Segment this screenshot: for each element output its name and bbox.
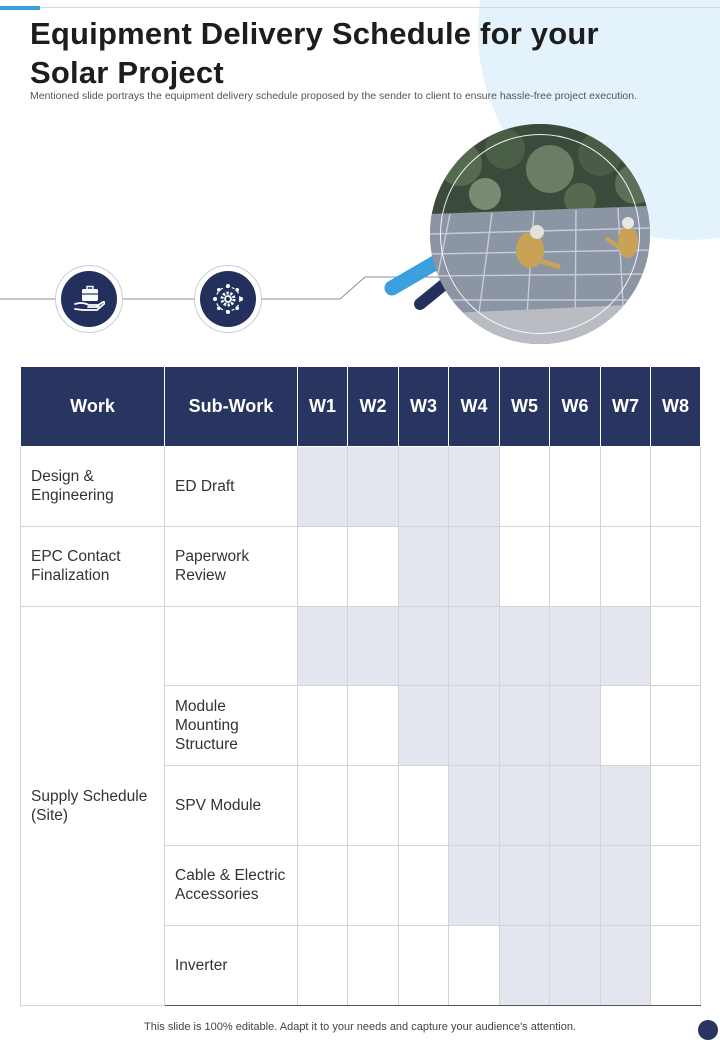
delivery-schedule-table (20, 366, 701, 1006)
week-cell (601, 526, 651, 606)
week-cell (298, 606, 348, 686)
week-cell (449, 925, 500, 1005)
week-cell (298, 686, 348, 766)
week-cell (550, 447, 601, 527)
gear-network-icon (212, 283, 244, 315)
week-cell (500, 606, 550, 686)
week-cell (651, 606, 701, 686)
header-w7: W7 (601, 367, 651, 447)
header-w6: W6 (550, 367, 601, 447)
table-row (21, 447, 701, 527)
week-cell (550, 766, 601, 846)
table-header-row (21, 367, 701, 447)
work-cell: Supply Schedule (Site) (21, 606, 165, 1005)
subwork-cell: Inverter (165, 925, 298, 1005)
week-cell (298, 845, 348, 925)
week-cell (348, 606, 399, 686)
week-cell (399, 925, 449, 1005)
subwork-cell (165, 606, 298, 686)
week-cell (651, 766, 701, 846)
week-cell (399, 686, 449, 766)
week-cell (399, 606, 449, 686)
subwork-cell: Paperwork Review (165, 526, 298, 606)
table-row (21, 526, 701, 606)
week-cell (651, 925, 701, 1005)
week-cell (348, 766, 399, 846)
week-cell (651, 447, 701, 527)
briefcase-in-hand-icon (73, 285, 105, 313)
header-w5: W5 (500, 367, 550, 447)
week-cell (601, 447, 651, 527)
week-cell (449, 686, 500, 766)
subwork-cell: Module Mounting Structure (165, 686, 298, 766)
subwork-cell: Cable & Electric Accessories (165, 845, 298, 925)
week-cell (550, 845, 601, 925)
week-cell (500, 766, 550, 846)
week-cell (298, 526, 348, 606)
week-cell (601, 766, 651, 846)
week-cell (500, 845, 550, 925)
week-cell (651, 526, 701, 606)
subwork-cell: SPV Module (165, 766, 298, 846)
week-cell (449, 606, 500, 686)
week-cell (348, 526, 399, 606)
page-subtitle: Mentioned slide portrays the equipment delivery schedule proposed by the sender to client to ensure hassle-free project execution. (30, 90, 638, 102)
week-cell (348, 925, 399, 1005)
week-cell (298, 447, 348, 527)
week-cell (500, 925, 550, 1005)
week-cell (399, 766, 449, 846)
week-cell (601, 686, 651, 766)
week-cell (651, 686, 701, 766)
subwork-cell: ED Draft (165, 447, 298, 527)
header-sub-work: Sub-Work (165, 367, 298, 447)
week-cell (550, 686, 601, 766)
week-cell (348, 686, 399, 766)
week-cell (601, 845, 651, 925)
header-w2: W2 (348, 367, 399, 447)
week-cell (651, 845, 701, 925)
week-cell (449, 526, 500, 606)
page-title: Equipment Delivery Schedule for your Solar Project (30, 16, 599, 90)
week-cell (298, 766, 348, 846)
table-row (21, 606, 701, 686)
week-cell (500, 526, 550, 606)
page-indicator-dot (698, 1020, 718, 1040)
briefcase-icon-badge (55, 265, 123, 333)
header-w4: W4 (449, 367, 500, 447)
header-w8: W8 (651, 367, 701, 447)
header-work: Work (21, 367, 165, 447)
magnifier-lens-ring (440, 134, 640, 334)
top-rule (40, 7, 720, 8)
week-cell (550, 526, 601, 606)
week-cell (399, 447, 449, 527)
week-cell (500, 447, 550, 527)
week-cell (399, 526, 449, 606)
week-cell (449, 766, 500, 846)
week-cell (449, 845, 500, 925)
header-w3: W3 (399, 367, 449, 447)
accent-bar (0, 6, 40, 10)
header-w1: W1 (298, 367, 348, 447)
work-cell: EPC Contact Finalization (21, 526, 165, 606)
week-cell (550, 606, 601, 686)
week-cell (399, 845, 449, 925)
week-cell (601, 925, 651, 1005)
gear-icon-badge (194, 265, 262, 333)
week-cell (348, 845, 399, 925)
work-cell: Design & Engineering (21, 447, 165, 527)
week-cell (449, 447, 500, 527)
week-cell (550, 925, 601, 1005)
week-cell (298, 925, 348, 1005)
footer-note: This slide is 100% editable. Adapt it to your needs and capture your audience's attention. (144, 1021, 576, 1033)
week-cell (601, 606, 651, 686)
week-cell (500, 686, 550, 766)
week-cell (348, 447, 399, 527)
